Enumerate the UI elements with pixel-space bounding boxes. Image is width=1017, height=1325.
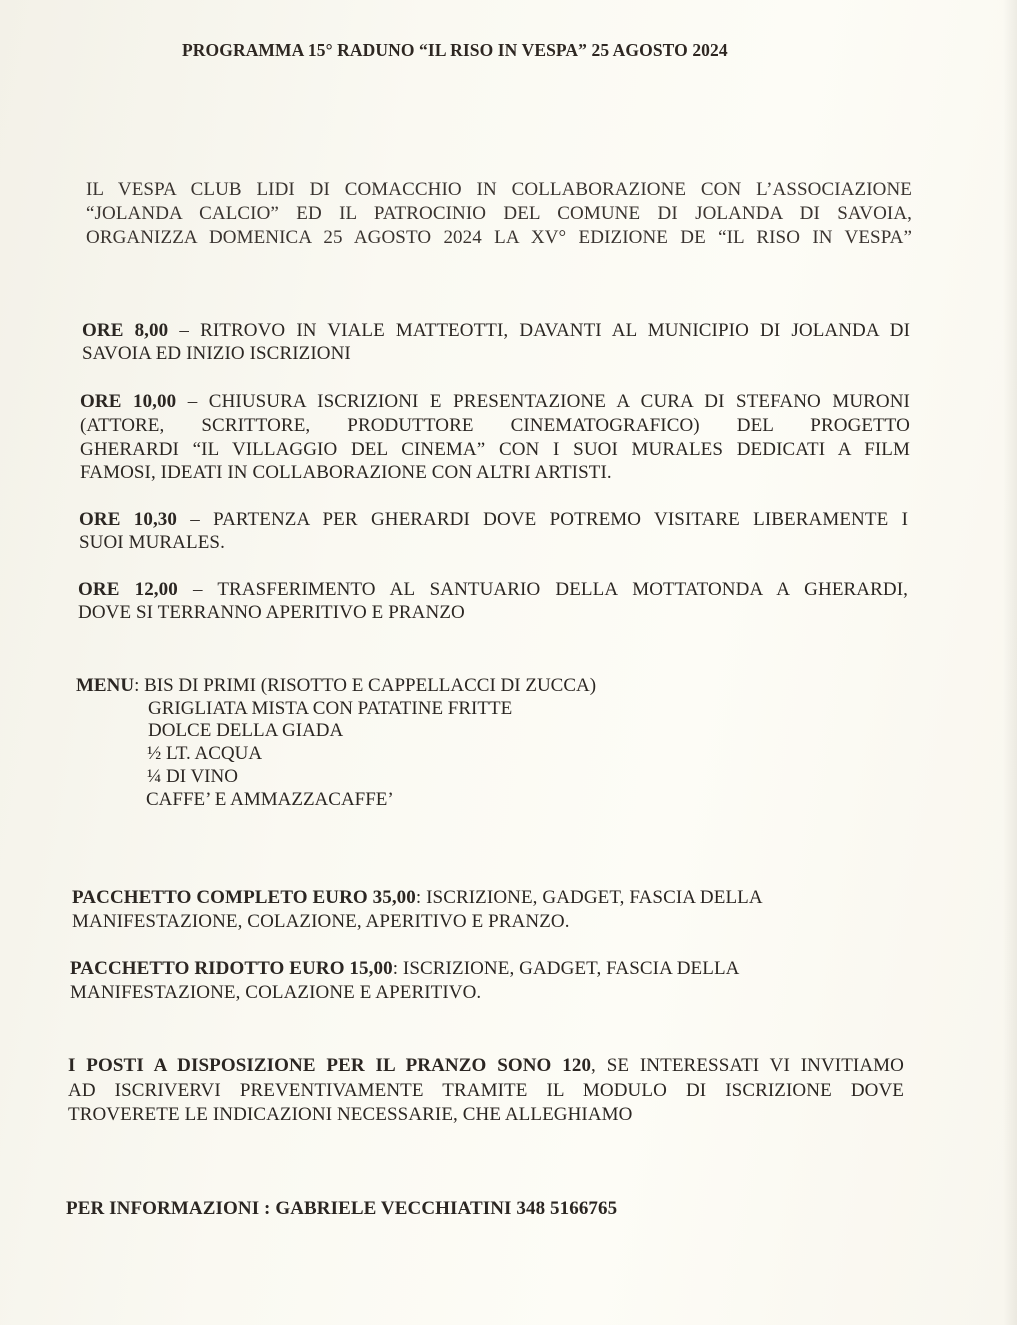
seats-bold: I POSTI A DISPOSIZIONE PER IL PRANZO SONO 120 [68, 1055, 592, 1076]
menu-item: ¼ DI VINO [147, 766, 238, 787]
contact-info: PER INFORMAZIONI : GABRIELE VECCHIATINI 348 5166765 [66, 1198, 618, 1219]
schedule-item-1000-line-1 [80, 391, 910, 413]
package-reduced-line-2: MANIFESTAZIONE, COLAZIONE E APERITIVO. [70, 982, 482, 1003]
schedule-item-1000-line-3: GHERARDI “IL VILLAGGIO DEL CINEMA” CON I SUOI MURALES DEDICATI A FILM [80, 439, 910, 460]
menu-item: GRIGLIATA MISTA CON PATATINE FRITTE [148, 698, 513, 719]
package-text: : ISCRIZIONE, GADGET, FASCIA DELLA [392, 958, 740, 979]
package-complete-line-2: MANIFESTAZIONE, COLAZIONE, APERITIVO E PRANZO. [72, 911, 570, 932]
schedule-item-1030-line-2: SUOI MURALES. [79, 532, 225, 553]
schedule-time-1030: ORE 10,30 [79, 509, 177, 530]
menu-item: : BIS DI PRIMI (RISOTTO E CAPPELLACCI DI ZUCCA) [134, 675, 597, 696]
paper-edge-shadow [1003, 0, 1017, 1325]
menu-item: DOLCE DELLA GIADA [148, 720, 344, 741]
schedule-item-1200-line-2: DOVE SI TERRANNO APERITIVO E PRANZO [78, 602, 465, 623]
intro-line-1: IL VESPA CLUB LIDI DI COMACCHIO IN COLLABORAZIONE CON L’ASSOCIAZIONE [86, 179, 912, 200]
menu-line-1 [76, 675, 596, 697]
seats-line-2: AD ISCRIVERVI PREVENTIVAMENTE TRAMITE IL MODULO DI ISCRIZIONE DOVE [68, 1080, 904, 1101]
schedule-text: – TRASFERIMENTO AL SANTUARIO DELLA MOTTATONDA A GHERARDI, [177, 579, 908, 600]
package-reduced-name: PACCHETTO RIDOTTO EURO 15,00 [70, 958, 393, 979]
menu-item: CAFFE’ E AMMAZZACAFFE’ [146, 789, 394, 810]
schedule-item-0800-line-2: SAVOIA ED INIZIO ISCRIZIONI [82, 343, 351, 364]
document-title: PROGRAMMA 15° RADUNO “IL RISO IN VESPA” 25 AGOSTO 2024 [182, 40, 728, 60]
schedule-time-0800: ORE 8,00 [82, 320, 169, 341]
schedule-item-1000-line-2: (ATTORE, SCRITTORE, PRODUTTORE CINEMATOGRAFICO) DEL PROGETTO [80, 415, 910, 436]
package-complete-name: PACCHETTO COMPLETO EURO 35,00 [72, 887, 416, 908]
schedule-item-1030-line-1 [79, 509, 908, 531]
seats-text: , SE INTERESSATI VI INVITIAMO [591, 1055, 904, 1076]
schedule-text: – RITROVO IN VIALE MATTEOTTI, DAVANTI AL MUNICIPIO DI JOLANDA DI [168, 320, 910, 341]
schedule-item-0800-line-1 [82, 320, 910, 342]
schedule-text: – PARTENZA PER GHERARDI DOVE POTREMO VISITARE LIBERAMENTE I [177, 509, 908, 530]
package-reduced-line-1 [70, 958, 739, 980]
seats-line-1 [68, 1055, 904, 1077]
schedule-time-1000: ORE 10,00 [80, 391, 177, 412]
schedule-time-1200: ORE 12,00 [78, 579, 178, 600]
schedule-item-1200-line-1 [78, 579, 908, 601]
menu-label: MENU [76, 675, 135, 696]
seats-line-3: TROVERETE LE INDICAZIONI NECESSARIE, CHE ALLEGHIAMO [68, 1104, 633, 1125]
menu-item: ½ LT. ACQUA [147, 743, 263, 764]
intro-line-2: “JOLANDA CALCIO” ED IL PATROCINIO DEL COMUNE DI JOLANDA DI SAVOIA, [86, 203, 912, 224]
schedule-text: – CHIUSURA ISCRIZIONI E PRESENTAZIONE A CURA DI STEFANO MURONI [176, 391, 910, 412]
intro-line-3: ORGANIZZA DOMENICA 25 AGOSTO 2024 LA XV° EDIZIONE DE “IL RISO IN VESPA” [86, 227, 912, 248]
package-complete-line-1 [72, 887, 763, 909]
package-text: : ISCRIZIONE, GADGET, FASCIA DELLA [415, 887, 763, 908]
schedule-item-1000-line-4: FAMOSI, IDEATI IN COLLABORAZIONE CON ALTRI ARTISTI. [80, 462, 612, 483]
